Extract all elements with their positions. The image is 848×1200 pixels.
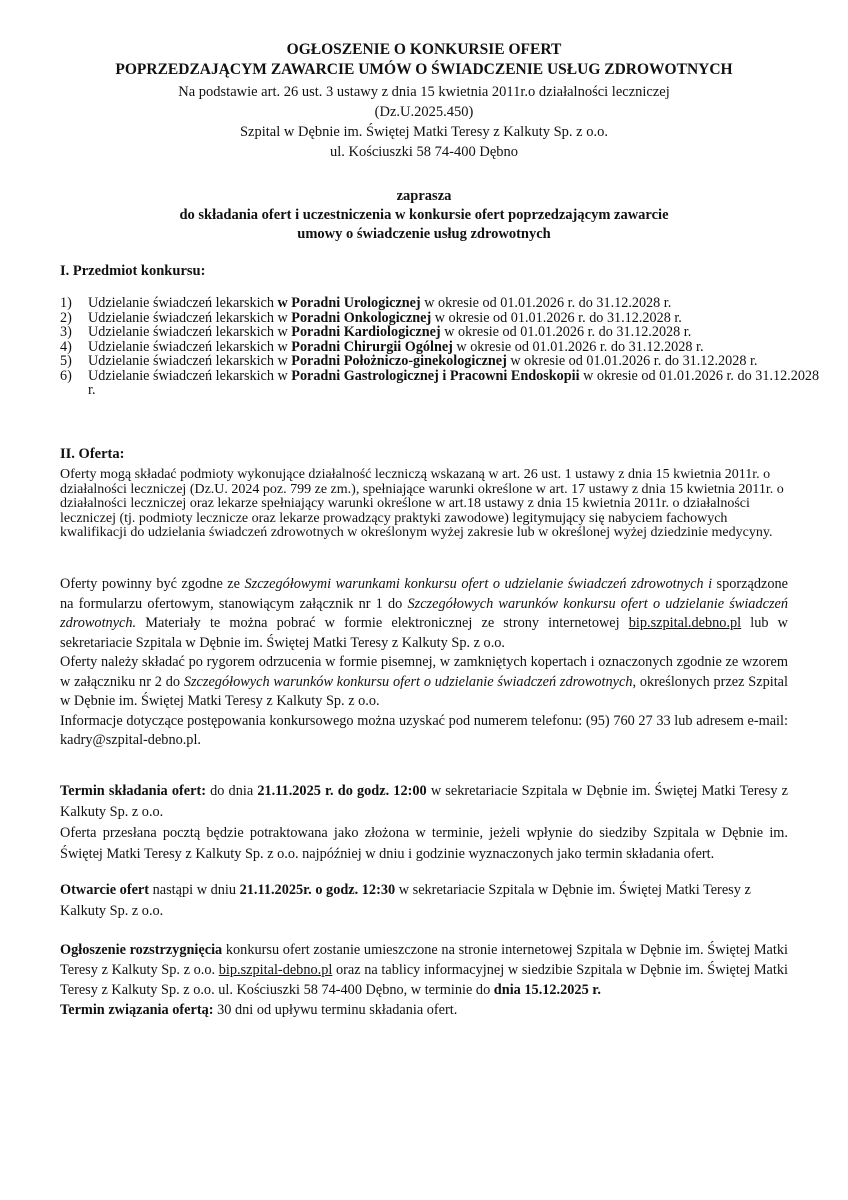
section-1-title: I. Przedmiot konkursu: — [60, 263, 206, 279]
list-item-number: 3) — [60, 324, 72, 340]
list-item-text: Udzielanie świadczeń lekarskich w — [88, 309, 292, 326]
invitation-line-3: umowy o świadczenie usług zdrowotnych — [297, 226, 551, 242]
clinic-name: w Poradni Urologicznej — [277, 295, 421, 311]
clinic-name: Poradni Położniczo-ginekologicznej — [291, 353, 507, 369]
clinic-name: Poradni Onkologicznej — [291, 309, 432, 326]
text: w sekretariacie Szpitala w Dębnie im. Świętej Matki Teresy z Kalkuty Sp. z o.o. — [60, 783, 788, 820]
list-item — [60, 340, 820, 355]
clinic-name: Poradni Chirurgii Ogólnej — [291, 338, 453, 355]
list-item-period: w okresie od 01.01.2026 r. do 31.12.2028 r. — [506, 353, 758, 369]
list-item — [60, 369, 820, 398]
legal-basis: Na podstawie art. 26 ust. 3 ustawy z dnia 15 kwietnia 2011r.o działalności leczniczej — [178, 84, 670, 100]
list-item-text: Udzielanie świadczeń lekarskich — [88, 295, 278, 311]
deadline-paragraph — [60, 781, 788, 865]
binding-label: Termin związania ofertą: — [60, 1002, 214, 1018]
list-item-number: 1) — [60, 295, 72, 311]
deadline-date: 21.11.2025 r. do godz. 12:00 — [257, 783, 427, 799]
list-item — [60, 325, 820, 340]
invitation-line-2: do składania ofert i uczestniczenia w konkursie ofert poprzedzającym zawarcie — [179, 207, 669, 223]
text: do dnia — [205, 783, 258, 799]
list-item-number: 5) — [60, 353, 72, 369]
text: Materiały te można pobrać w formie elektronicznej ze strony internetowej — [136, 615, 629, 631]
text: lub w sekretariacie Szpitala w Dębnie im. Świętej Matki Teresy z Kalkuty Sp. z o.o. — [60, 615, 788, 651]
list-item-period: w okresie od 01.01.2026 r. do 31.12.2028 r. — [440, 324, 692, 340]
bip-link[interactable]: bip.szpital.debno.pl — [628, 615, 742, 631]
title-line-1: OGŁOSZENIE O KONKURSIE OFERT — [286, 41, 562, 58]
institution-name: Szpital w Dębnie im. Świętej Matki Teresy z Kalkuty Sp. z o.o. — [239, 124, 608, 140]
list-item-number: 6) — [60, 367, 72, 384]
list-item-number: 2) — [60, 309, 72, 326]
bip-link[interactable]: bip.szpital-debno.pl — [218, 962, 333, 978]
list-item — [60, 311, 820, 326]
list-item-text: Udzielanie świadczeń lekarskich w — [88, 338, 292, 355]
resolution-date: dnia 15.12.2025 r. — [493, 982, 601, 998]
eligibility-paragraph: Oferty mogą składać podmioty wykonujące działalność leczniczą wskazaną w art. 26 ust. 1 ustawy z dnia 15 kwietnia 2011r. o działalności leczniczej (Dz.U. 2024 poz. 799 ze zm.), spełniające warunki określone w art. 17 ustawy z dnia 15 kwietnia 2011r. o działalności leczniczej oraz lekarze spełniający warunki określone w art.18 ustawy z dnia 15 kwietnia 2011r. o działalności leczniczej (tj. podmioty lecznicze oraz lekarze prowadzący praktyki zawodowe) legitymujący się nabyciem fachowych kwalifikacji do udzielania świadczeń zdrowotnych w określonym wyżej zakresie lub w określonej wyżej dziedzinie medycyny. — [60, 467, 784, 541]
subject-list — [60, 296, 820, 398]
mail-note: Oferta przesłana pocztą będzie potraktowana jako złożona w terminie, jeżeli wpłynie do siedziby Szpitala w Dębnie im. Świętej Matki Teresy z Kalkuty Sp. z o.o. najpóźniej w dniu i godzinie wyznaczonych jako termin składania ofert. — [60, 825, 788, 862]
clinic-name: Poradni Kardiologicznej — [291, 324, 441, 340]
text: oraz na tablicy informacyjnej w siedzibie Szpitala w Dębnie im. Świętej Matki Teresy z Kalkuty Sp. z o.o. ul. Kościuszki 58 74-400 Dębno, w terminie do — [60, 962, 788, 998]
text: Informacje dotyczące postępowania konkursowego można uzyskać pod numerem telefonu: — [60, 712, 586, 729]
legal-reference: (Dz.U.2025.450) — [374, 104, 474, 120]
list-item-period: w okresie od 01.01.2026 r. do 31.12.2028 r. — [420, 295, 672, 311]
deadline-label: Termin składania ofert: — [60, 783, 206, 799]
text: w sekretariacie Szpitala w Dębnie im. Świętej Matki Teresy z Kalkuty Sp. z o.o. — [60, 882, 751, 919]
phone-number: (95) 760 27 33 — [585, 712, 671, 729]
title-line-2: POPRZEDZAJĄCYM ZAWARCIE UMÓW O ŚWIADCZENIE USŁUG ZDROWOTNYCH — [115, 61, 733, 78]
text: lub adresem e-mail: — [670, 712, 788, 729]
list-item-number: 4) — [60, 338, 72, 355]
text: Oferty powinny być zgodne ze — [60, 576, 245, 592]
text: nastąpi w dniu — [149, 882, 240, 898]
list-item — [60, 354, 820, 369]
invitation-heading: zaprasza — [396, 188, 452, 204]
binding-text: 30 dni od upływu terminu składania ofert. — [213, 1002, 458, 1018]
list-item — [60, 296, 820, 311]
list-item-text: Udzielanie świadczeń lekarskich w — [88, 367, 292, 384]
text: sporządzone na formularzu ofertowym, stanowiącym załącznik nr 1 do — [60, 576, 789, 612]
email-address[interactable]: kadry@szpital-debno.pl. — [60, 732, 202, 748]
opening-label: Otwarcie ofert — [60, 882, 150, 898]
list-item-period: w okresie od 01.01.2026 r. do 31.12.2028 r. — [88, 367, 820, 398]
list-item-period: w okresie od 01.01.2026 r. do 31.12.2028 r. — [431, 309, 682, 326]
resolution-paragraph — [60, 940, 788, 1020]
list-item-text: Udzielanie świadczeń lekarskich w — [88, 324, 292, 340]
conditions-reference: Szczegółowymi warunkami konkursu ofert o udzielanie świadczeń zdrowotnych i — [244, 576, 713, 592]
opening-date: 21.11.2025r. o godz. 12:30 — [239, 882, 396, 898]
section-2-title: II. Oferta: — [60, 446, 125, 462]
list-item-period: w okresie od 01.01.2026 r. do 31.12.2028 r. — [452, 338, 704, 355]
clinic-name: Poradni Gastrologicznej i Pracowni Endoskopii — [291, 367, 580, 384]
text: określonych przez Szpital w Dębnie im. Świętej Matki Teresy z Kalkuty Sp. z o.o. — [60, 673, 788, 709]
institution-address: ul. Kościuszki 58 74-400 Dębno — [329, 144, 519, 160]
conditions-reference: Szczegółowych warunków konkursu ofert o udzielanie świadczeń zdrowotnych. — [60, 595, 788, 631]
opening-paragraph — [60, 880, 788, 922]
offer-requirements-paragraph — [60, 575, 788, 751]
text: Oferty należy składać po rygorem odrzucenia w formie pisemnej, w zamkniętych kopertach i oznaczonych zgodnie ze wzorem w załączniku nr 2 do — [60, 654, 788, 690]
text: konkursu ofert zostanie umieszczone na stronie internetowej Szpitala w Dębnie im. Świętej Matki Teresy z Kalkuty Sp. z o.o. — [60, 942, 788, 978]
list-item-text: Udzielanie świadczeń lekarskich w — [88, 353, 292, 369]
resolution-label: Ogłoszenie rozstrzygnięcia — [60, 942, 223, 958]
conditions-reference: Szczegółowych warunków konkursu ofert o udzielanie świadczeń zdrowotnych, — [183, 673, 637, 690]
